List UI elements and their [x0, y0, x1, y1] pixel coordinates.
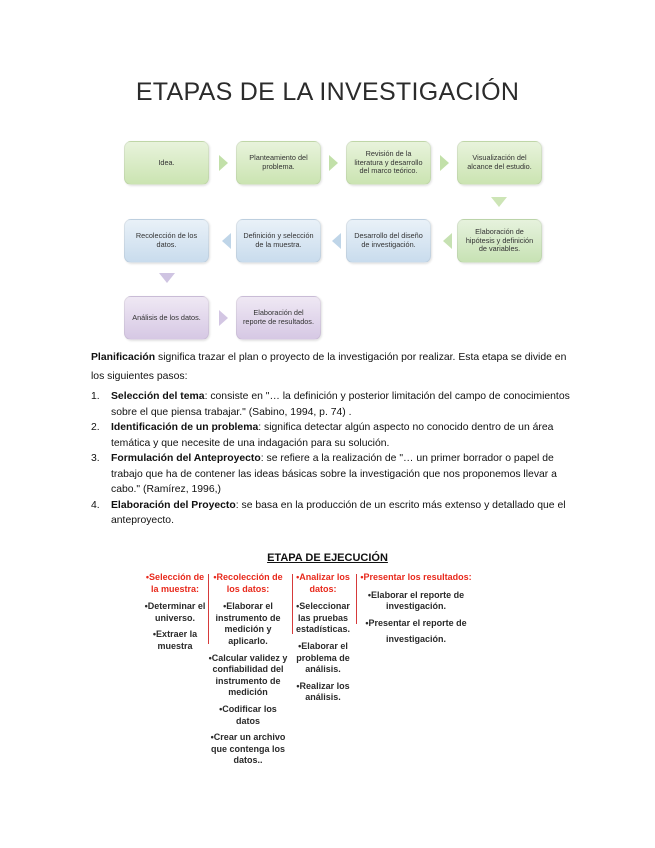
step-hipotesis: Elaboración de hipótesis y definición de variables.: [457, 219, 542, 263]
execution-column-analizar: •Analizar los datos: •Seleccionar las pruebas estadísticas. •Elaborar el problema de análisis. •Realizar los análisis.: [295, 572, 351, 703]
arrow-left-icon: [222, 233, 231, 249]
arrow-down-icon: [491, 197, 507, 207]
arrow-right-icon: [329, 155, 338, 171]
list-item: 1. Selección del tema: consiste en "… la definición y posterior limitación del campo de conocimientos sobre el que piensa trabajar." (Sabino, 1994, p. 74) .: [91, 391, 570, 418]
intro-paragraph: [91, 348, 571, 386]
intro-text: significa trazar el plan o proyecto de la investigación por realizar. Esta etapa se divide en los siguientes pasos:: [91, 352, 567, 382]
execution-column-muestra: •Selección de la muestra: •Determinar el universo. •Extraer la muestra: [144, 572, 206, 651]
column-divider: [356, 574, 357, 624]
execution-column-presentar: •Presentar los resultados: •Elaborar el reporte de investigación. •Presentar el reporte de investigación.: [360, 572, 472, 645]
step-analisis-datos: Análisis de los datos.: [124, 296, 209, 340]
execution-title: ETAPA DE EJECUCIÓN: [267, 552, 388, 564]
execution-column-recoleccion: •Recolección de los datos: •Elaborar el instrumento de medición y aplicarlo. •Calcular validez y confiabilidad del instrumento de medición •Codificar los datos •Crear un archivo que contenga los datos..: [208, 572, 288, 766]
step-diseno-investigacion: Desarrollo del diseño de investigación.: [346, 219, 431, 263]
list-item: 3. Formulación del Anteproyecto: se refiere a la realización de "… un primer borrador o papel de trabajo que ha de contener las ideas básicas sobre la investigación que nos proponemos llevar a cabo." (Ramírez, 1996,): [91, 453, 557, 495]
arrow-right-icon: [219, 155, 228, 171]
list-item: 4. Elaboración del Proyecto: se basa en la producción de un escrito más extenso y detallado que el anteproyecto.: [91, 499, 566, 526]
step-planteamiento: Planteamiento del problema.: [236, 141, 321, 185]
arrow-down-icon: [159, 273, 175, 283]
arrow-right-icon: [219, 310, 228, 326]
step-recoleccion-datos: Recolección de los datos.: [124, 219, 209, 263]
page-title: ETAPAS DE LA INVESTIGACIÓN: [135, 78, 520, 106]
step-revision-literatura: Revisión de la literatura y desarrollo del marco teórico.: [346, 141, 431, 185]
step-reporte-resultados: Elaboración del reporte de resultados.: [236, 296, 321, 340]
arrow-left-icon: [443, 233, 452, 249]
arrow-left-icon: [332, 233, 341, 249]
steps-list: [91, 389, 571, 529]
step-seleccion-muestra: Definición y selección de la muestra.: [236, 219, 321, 263]
step-visualizacion-alcance: Visualización del alcance del estudio.: [457, 141, 542, 185]
step-idea: Idea.: [124, 141, 209, 185]
intro-term: Planificación: [91, 352, 156, 363]
list-item: 2. Identificación de un problema: significa detectar algún aspecto no conocido dentro de un área temática y que necesite de una indagación para su solución.: [91, 422, 554, 449]
arrow-right-icon: [440, 155, 449, 171]
